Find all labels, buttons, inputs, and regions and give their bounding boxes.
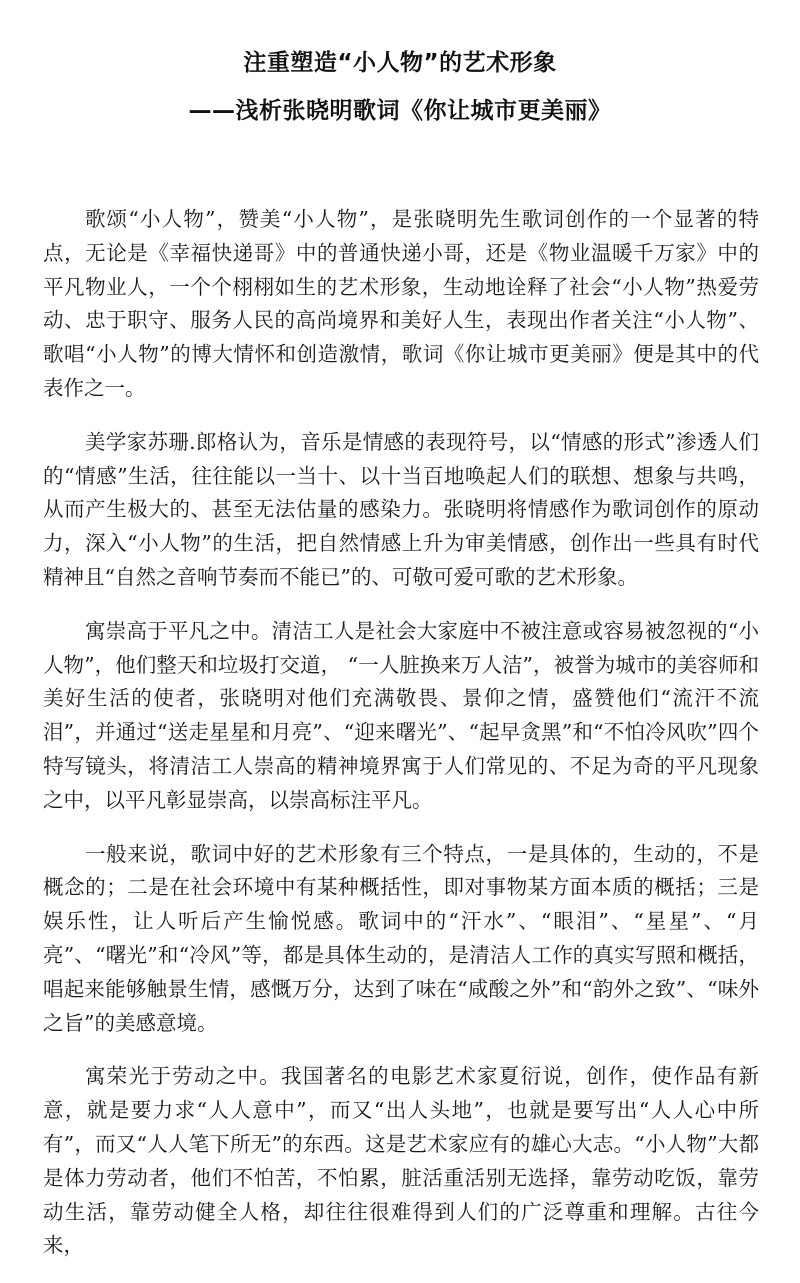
paragraph-4: 一般来说，歌词中好的艺术形象有三个特点，一是具体的，生动的，不是概念的；二是在社会环境中有某种概括性，即对事物某方面本质的概括；三是娱乐性，让人听后产生愉悦感。歌词中的“汗水”、“眼泪”、“星星”、“月亮”、“曙光”和“冷风”等，都是具体生动的，是清洁人工作的真实写照和概括，唱起来能够触景生情，感慨万分，达到了味在“咸酸之外”和“韵外之致”、“味外之旨”的美感意境。	[43, 841, 759, 1035]
article-title: 注重塑造“小人物”的艺术形象	[243, 50, 557, 76]
paragraph-3: 寓崇高于平凡之中。清洁工人是社会大家庭中不被注意或容易被忽视的“小人物”，他们整天和垃圾打交道， “一人脏换来万人洁”，被誉为城市的美容师和美好生活的使者，张晓明对他们充满敬畏、景仰之情，盛赞他们“流汗不流泪”，并通过“送走星星和月亮”、“迎来曙光”、“起早贪黑”和“不怕冷风吹”四个特写镜头，将清洁工人崇高的精神境界寓于人们常见的、不足为奇的平凡现象之中，以平凡彰显崇高，以崇高标注平凡。	[43, 618, 759, 812]
paragraph-2: 美学家苏珊.郎格认为，音乐是情感的表现符号，以“情感的形式”渗透人们的“情感”生活，往往能以一当十、以十当百地唤起人们的联想、想象与共鸣，从而产生极大的、甚至无法估量的感染力。张晓明将情感作为歌词创作的原动力，深入“小人物”的生活，把自然情感上升为审美情感，创作出一些具有时代精神且“自然之音响节奏而不能已”的、可敬可爱可歌的艺术形象。	[43, 429, 759, 589]
article-subtitle: ——浅析张晓明歌词《你让城市更美丽》	[188, 98, 612, 124]
article-body	[43, 203, 759, 1283]
paragraph-5: 寓荣光于劳动之中。我国著名的电影艺术家夏衍说，创作，使作品有新意，就是要力求“人人意中”，而又“出人头地”，也就是要写出“人人心中所有”，而又“人人笔下所无”的东西。这是艺术家应有的雄心大志。“小人物”大都是体力劳动者，他们不怕苦，不怕累，脏活重活别无选择，靠劳动吃饭，靠劳动生活，靠劳动健全人格，却往往很难得到人们的广泛尊重和理解。古往今来，	[43, 1064, 759, 1258]
paragraph-1: 歌颂“小人物”，赞美“小人物”，是张晓明先生歌词创作的一个显著的特点，无论是《幸福快递哥》中的普通快递小哥，还是《物业温暖千万家》中的平凡物业人，一个个栩栩如生的艺术形象，生动地诠释了社会“小人物”热爱劳动、忠于职守、服务人民的高尚境界和美好人生，表现出作者关注“小人物”、歌唱“小人物”的博大情怀和创造激情，歌词《你让城市更美丽》便是其中的代表作之一。	[43, 207, 759, 400]
